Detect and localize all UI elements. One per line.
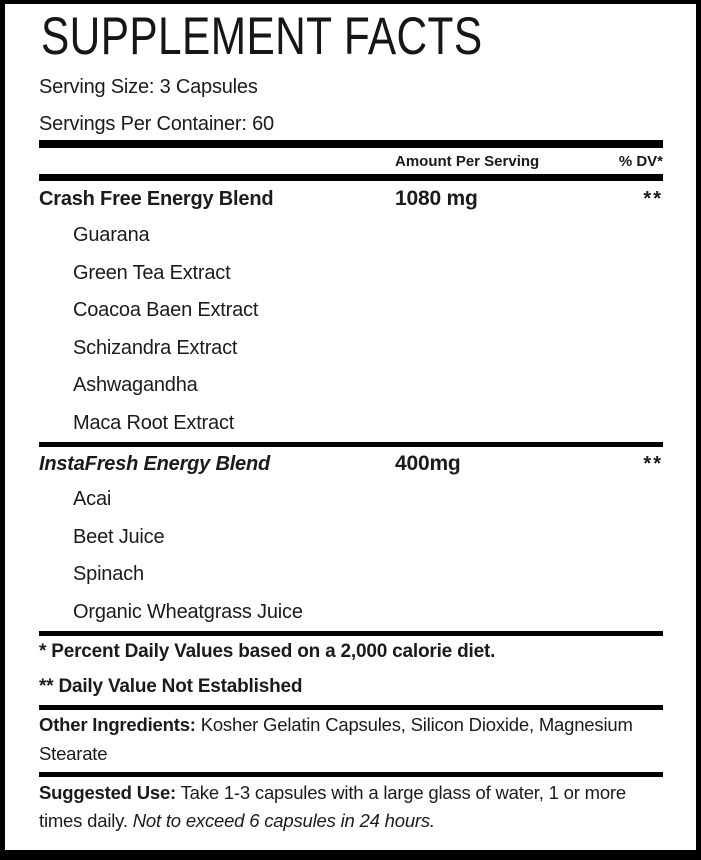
ingredient-row: [39, 594, 663, 632]
footnote-dv-not-established: [39, 668, 663, 705]
blend-name: InstaFresh Energy Blend: [39, 452, 271, 475]
ingredient-row: [39, 519, 663, 557]
column-header-row: [39, 148, 663, 174]
amount-per-serving-header: Amount Per Serving: [395, 152, 540, 170]
ingredient-name: Ashwagandha: [73, 374, 198, 397]
blend-amount: 400mg: [395, 452, 461, 475]
servings-per-container-text: Servings Per Container: 60: [39, 113, 274, 135]
blend-dv: **: [643, 452, 663, 475]
ingredient-row: [39, 481, 663, 519]
page-title: SUPPLEMENT FACTS: [41, 7, 483, 66]
suggested-use-label: Suggested Use:: [39, 782, 177, 803]
suggested-use-text: [39, 777, 663, 835]
ingredient-row: [39, 330, 663, 368]
ingredient-name: Green Tea Extract: [73, 261, 231, 284]
blend-amount: 1080 mg: [395, 187, 478, 210]
label-content: [5, 7, 696, 835]
ingredient-name: Acai: [73, 488, 112, 511]
divider-thick-top: [39, 140, 663, 148]
ingredient-name: Guarana: [73, 224, 150, 247]
footnote-text: ** Daily Value Not Established: [39, 675, 303, 697]
blend-row-instafresh: [39, 447, 663, 481]
ingredient-row: [39, 292, 663, 330]
ingredient-name: Schizandra Extract: [73, 336, 238, 359]
other-ingredients-text: [39, 710, 663, 772]
divider-header: [39, 174, 663, 181]
ingredient-row: [39, 255, 663, 293]
ingredient-row: [39, 217, 663, 255]
ingredient-row: [39, 405, 663, 443]
blend-dv: **: [643, 187, 663, 210]
ingredient-row: [39, 367, 663, 405]
ingredient-name: Maca Root Extract: [73, 411, 235, 434]
ingredient-row: [39, 556, 663, 594]
ingredient-name: Spinach: [73, 563, 144, 586]
footnote-percent-dv: [39, 636, 663, 668]
ingredient-name: Beet Juice: [73, 525, 165, 548]
other-ingredients-value: Kosher Gelatin Capsules, Silicon Dioxide, Magnesium Stearate: [39, 714, 633, 764]
other-ingredients-label: Other Ingredients:: [39, 714, 196, 735]
blend-name: Crash Free Energy Blend: [39, 187, 274, 210]
serving-size-text: Serving Size: 3 Capsules: [39, 76, 258, 98]
suggested-use-note: Not to exceed 6 capsules in 24 hours.: [132, 810, 435, 831]
percent-dv-header: % DV*: [618, 152, 663, 170]
ingredient-name: Organic Wheatgrass Juice: [73, 600, 303, 623]
suggested-use-value: Take 1-3 capsules with a large glass of water, 1 or more times daily.: [39, 782, 626, 831]
blend-row-crash-free: [39, 181, 663, 217]
footnote-text: * Percent Daily Values based on a 2,000 calorie diet.: [39, 641, 496, 662]
ingredient-name: Coacoa Baen Extract: [73, 299, 259, 322]
